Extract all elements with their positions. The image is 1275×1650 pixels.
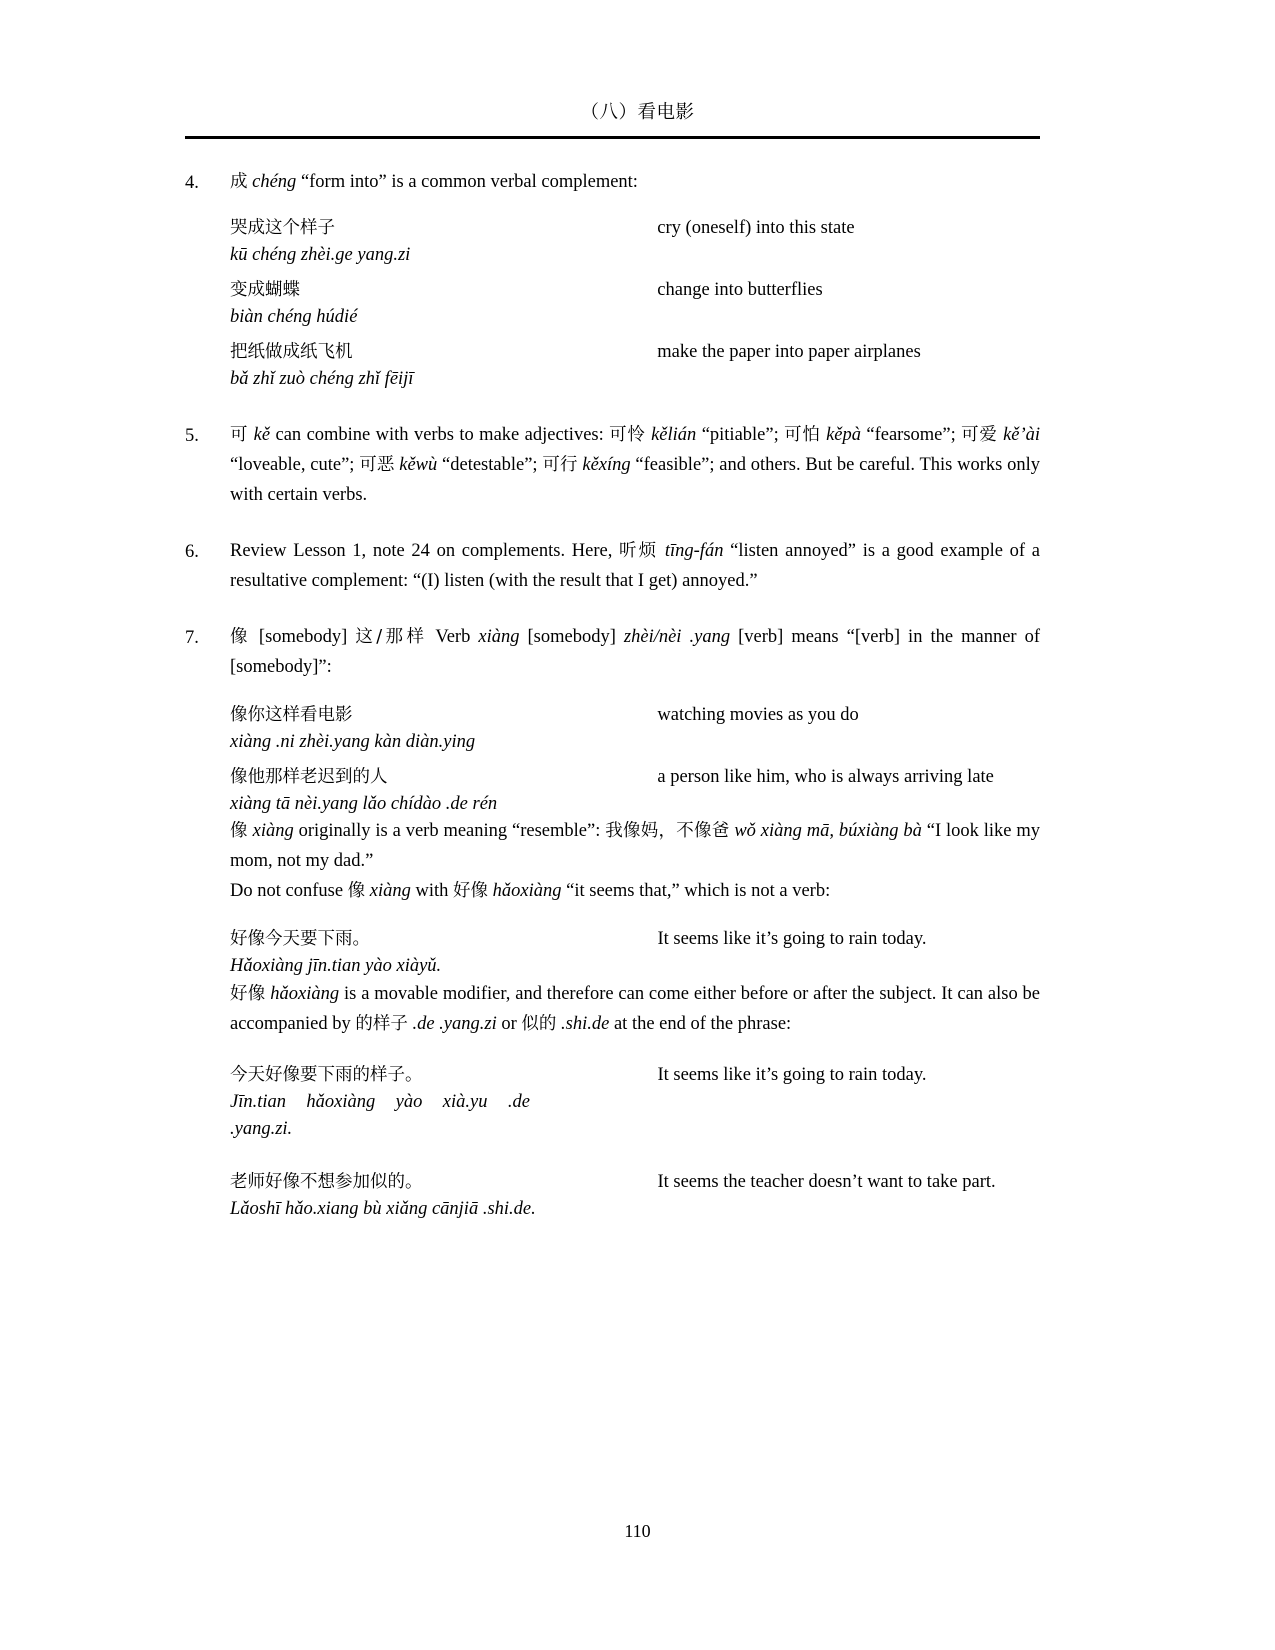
- example-pinyin: Lǎoshī hǎo.xiang bù xiǎng cānjiā .shi.de.: [230, 1199, 536, 1220]
- note-rich-text: 像 xiàng originally is a verb meaning “resemble”: 我像妈，不像爸 wǒ xiàng mā, búxiàng bà “I look like my mom, not my dad.”: [230, 821, 1040, 872]
- example-row: [230, 339, 1040, 393]
- example-hanzi: 变成蝴蝶: [230, 279, 300, 300]
- note-paragraph: [230, 421, 1040, 511]
- example-translation-text: cry (oneself) into this state: [657, 217, 855, 238]
- example-translation: [657, 764, 1040, 818]
- example-chinese: [230, 215, 657, 277]
- example-hanzi: 今天好像要下雨的样子。: [230, 1065, 423, 1086]
- example-translation: [657, 1062, 1040, 1169]
- note-lead-hanzi: 成: [230, 172, 248, 192]
- note-rich-text: Review Lesson 1, note 24 on complements. Here, 听烦 tīng-fán “listen annoyed” is a good example of a resultative complement: “(I) listen (with the result that I get) annoyed.”: [230, 540, 1040, 591]
- note-number: 6.: [185, 541, 199, 562]
- example-table: [230, 702, 1040, 818]
- example-translation: [657, 277, 1040, 339]
- example-translation-text: It seems the teacher doesn’t want to take part.: [657, 1171, 996, 1192]
- page-content: [185, 168, 1040, 1243]
- example-hanzi: 像他那样老迟到的人: [230, 766, 388, 787]
- example-row: [230, 764, 1040, 818]
- example-translation: [657, 339, 1040, 393]
- note-rich-text: 好像 hǎoxiàng is a movable modifier, and therefore can come either before or after the subject. It can also be accompanied by 的样子 .de .yang.zi or 似的 .shi.de at the end of the phrase:: [230, 984, 1041, 1035]
- example-translation-text: change into butterflies: [657, 279, 823, 300]
- example-table: [230, 926, 1040, 980]
- example-hanzi: 把纸做成纸飞机: [230, 341, 353, 362]
- example-translation-text: a person like him, who is always arriving late: [657, 766, 994, 787]
- example-hanzi: 哭成这个样子: [230, 217, 335, 238]
- note-paragraph: [230, 623, 1040, 683]
- example-pinyin: xiàng tā nèi.yang lǎo chídào .de rén: [230, 793, 498, 814]
- example-table: [230, 215, 1040, 393]
- note-body: [230, 421, 1040, 511]
- note-lead-pinyin: chéng: [252, 172, 297, 192]
- note-paragraph: [230, 537, 1040, 597]
- example-translation-text: It seems like it’s going to rain today.: [657, 929, 927, 950]
- example-translation: [657, 926, 1040, 980]
- example-hanzi: 像你这样看电影: [230, 704, 353, 725]
- example-translation: [657, 702, 1040, 764]
- example-hanzi: 好像今天要下雨。: [230, 929, 370, 950]
- example-pinyin: kū chéng zhèi.ge yang.zi: [230, 245, 411, 266]
- header-divider: [185, 136, 1040, 139]
- example-chinese: [230, 764, 657, 818]
- running-header-text: （八）看电影: [580, 102, 695, 123]
- example-chinese: [230, 702, 657, 764]
- note-body: [230, 168, 1040, 393]
- note-item: [185, 421, 1040, 511]
- example-chinese: [230, 1169, 657, 1223]
- example-translation-text: make the paper into paper airplanes: [657, 341, 921, 362]
- note-rich-text: 像 [somebody] 这/那样 Verb xiàng [somebody] zhèi/nèi .yang [verb] means “[verb] in the manner of [somebody]”:: [230, 626, 1041, 677]
- note-body: [230, 537, 1040, 597]
- example-chinese: [230, 277, 657, 339]
- running-header: [0, 98, 1275, 124]
- page-number: [0, 1521, 1275, 1542]
- note-paragraph: [230, 817, 1040, 877]
- note-item: [185, 623, 1040, 1223]
- example-table: [230, 1062, 1040, 1223]
- example-pinyin: Hǎoxiàng jīn.tian yào xiàyǔ.: [230, 956, 442, 977]
- note-number: 4.: [185, 173, 199, 193]
- example-row: [230, 1062, 1040, 1169]
- example-pinyin: Jīn.tian hǎoxiàng yào xià.yu .de .yang.zi.: [230, 1092, 530, 1140]
- example-translation: [657, 1169, 1040, 1223]
- example-row: [230, 702, 1040, 764]
- note-lead-line: [230, 168, 1040, 198]
- note-rich-text: Do not confuse 像 xiàng with 好像 hǎoxiàng “it seems that,” which is not a verb:: [230, 881, 831, 902]
- example-pinyin: xiàng .ni zhèi.yang kàn diàn.ying: [230, 731, 476, 752]
- page-number-text: 110: [624, 1521, 651, 1541]
- example-chinese: [230, 1062, 657, 1169]
- example-hanzi: 老师好像不想参加似的。: [230, 1171, 423, 1192]
- note-rich-text: 可 kě can combine with verbs to make adjectives: 可怜 kělián “pitiable”; 可怕 kěpà “fearsome”; 可爱 kě’ài “loveable, cute”; 可恶 kěwù “detestable”; 可行 kěxíng “feasible”; and others. But be careful. This works only with certain verbs.: [230, 424, 1041, 505]
- note-body: [230, 623, 1040, 1223]
- example-translation-text: It seems like it’s going to rain today.: [657, 1065, 927, 1086]
- example-pinyin: bǎ zhǐ zuò chéng zhǐ fēijī: [230, 368, 414, 389]
- example-chinese: [230, 926, 657, 980]
- note-item: [185, 537, 1040, 597]
- example-row: [230, 277, 1040, 339]
- example-row: [230, 215, 1040, 277]
- note-number: 7.: [185, 627, 199, 648]
- note-lead-text: “form into” is a common verbal complement:: [300, 172, 638, 192]
- note-paragraph: [230, 980, 1040, 1040]
- example-pinyin: biàn chéng húdié: [230, 307, 358, 328]
- note-item: [185, 168, 1040, 393]
- example-translation-text: watching movies as you do: [657, 704, 859, 725]
- note-paragraph: [230, 877, 1040, 907]
- example-chinese: [230, 339, 657, 393]
- example-row: [230, 926, 1040, 980]
- note-number: 5.: [185, 425, 199, 446]
- example-row: [230, 1169, 1040, 1223]
- example-translation: [657, 215, 1040, 277]
